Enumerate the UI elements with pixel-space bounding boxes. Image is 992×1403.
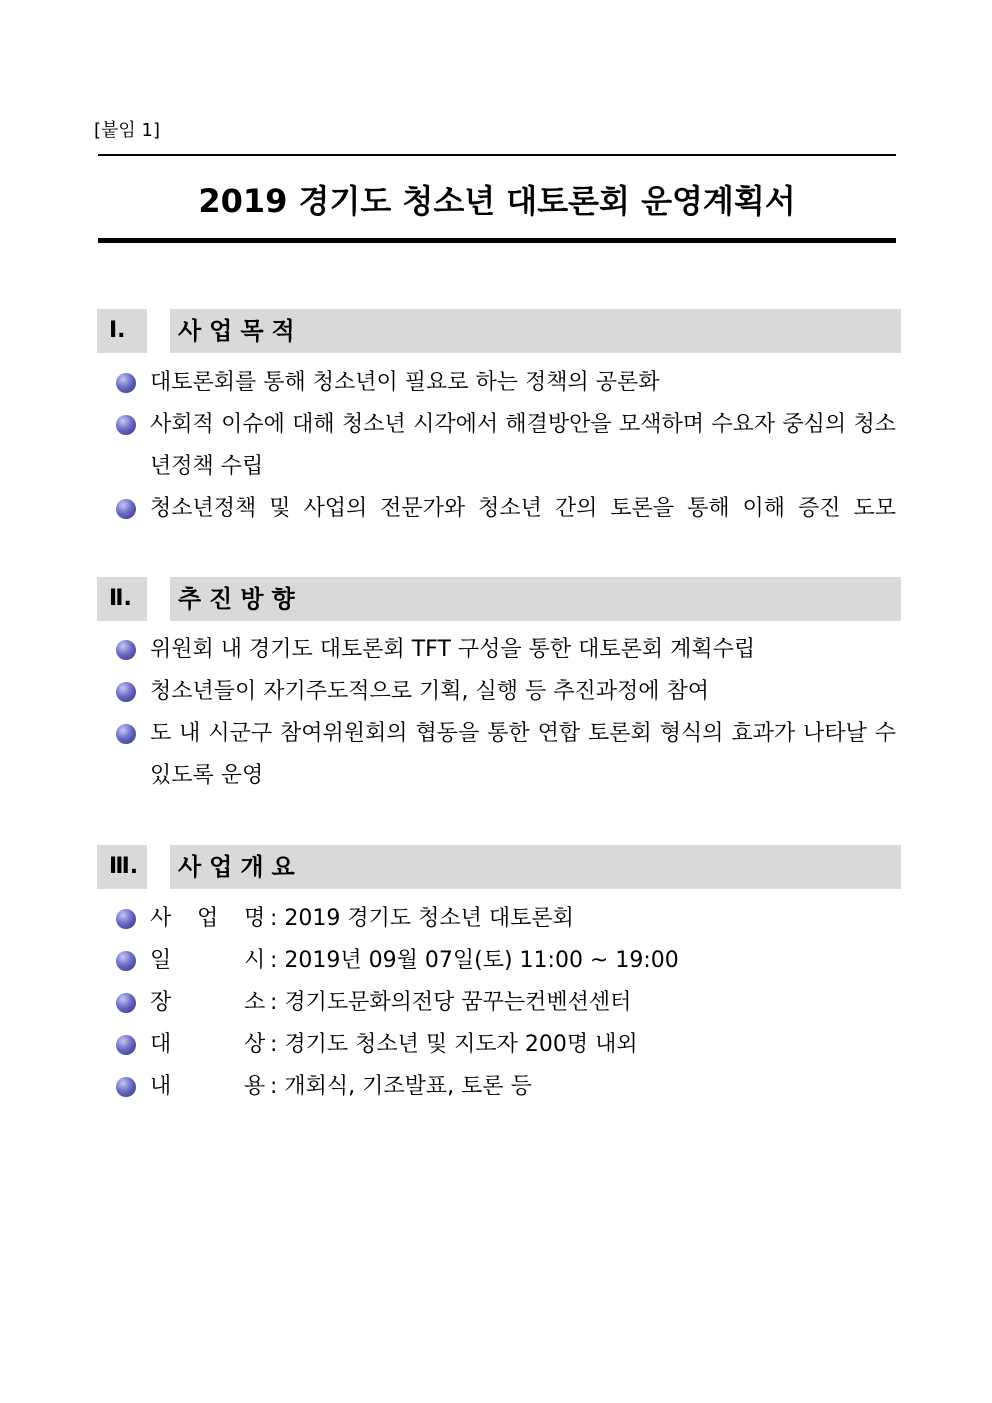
overview-label-char: 장 xyxy=(150,990,172,1015)
overview-label-char: 일 xyxy=(150,948,172,973)
section-1-header xyxy=(97,309,901,353)
overview-label xyxy=(150,1024,266,1066)
overview-value: : 2019 경기도 청소년 대토론회 xyxy=(270,906,574,931)
bullet-icon xyxy=(116,951,136,971)
bullet-icon xyxy=(116,373,136,393)
list-item xyxy=(116,404,896,488)
list-item xyxy=(116,488,896,530)
list-item xyxy=(116,713,896,797)
overview-value: : 경기도문화의전당 꿈꾸는컨벤션센터 xyxy=(270,990,632,1015)
overview-label-char: 소 xyxy=(244,990,266,1015)
list-item-text: 위원회 내 경기도 대토론회 TFT 구성을 통한 대토론회 계획수립 xyxy=(150,637,756,662)
list-item xyxy=(116,362,896,404)
document-title: 2019 경기도 청소년 대토론회 운영계획서 xyxy=(198,182,796,220)
bullet-icon xyxy=(116,1077,136,1097)
section-1-title: 사업목적 xyxy=(170,309,901,353)
overview-label-char: 용 xyxy=(244,1074,266,1099)
bullet-icon xyxy=(116,640,136,660)
list-item-text: 청소년들이 자기주도적으로 기획, 실행 등 추진과정에 참여 xyxy=(150,679,710,704)
overview-label xyxy=(150,982,266,1024)
overview-label xyxy=(150,940,266,982)
overview-label-char: 대 xyxy=(150,1032,172,1057)
title-divider xyxy=(98,238,896,243)
attachment-label: [붙임 1] xyxy=(94,120,160,141)
bullet-icon xyxy=(116,682,136,702)
list-item xyxy=(116,671,896,713)
section-3-header xyxy=(97,845,901,889)
overview-value: : 경기도 청소년 및 지도자 200명 내외 xyxy=(270,1032,638,1057)
section-2-title: 추진방향 xyxy=(170,577,901,621)
bullet-icon xyxy=(116,415,136,435)
list-item-text: 사회적 이슈에 대해 청소년 시각에서 해결방안을 모색하며 수요자 중심의 청소년정책 수립 xyxy=(150,412,896,479)
overview-row xyxy=(116,1024,896,1066)
list-item xyxy=(116,629,896,671)
overview-label-char: 시 xyxy=(244,948,266,973)
overview-label xyxy=(150,898,266,940)
section-2-header xyxy=(97,577,901,621)
overview-label-char: 내 xyxy=(150,1074,172,1099)
top-divider xyxy=(98,154,896,156)
list-item-text: 청소년정책 및 사업의 전문가와 청소년 간의 토론을 통해 이해 증진 도모 xyxy=(150,496,896,521)
bullet-icon xyxy=(116,993,136,1013)
overview-row xyxy=(116,982,896,1024)
section-3-title: 사업개요 xyxy=(170,845,901,889)
overview-value: : 2019년 09월 07일(토) 11:00 ~ 19:00 xyxy=(270,948,679,973)
overview-row xyxy=(116,1066,896,1108)
overview-label-char: 상 xyxy=(244,1032,266,1057)
section-3-number: Ⅲ. xyxy=(97,845,147,889)
overview-label-char: 명 xyxy=(244,906,266,931)
overview-label-char: 사 xyxy=(150,906,172,931)
overview-value: : 개회식, 기조발표, 토론 등 xyxy=(270,1074,532,1099)
section-2-number: Ⅱ. xyxy=(97,577,147,621)
overview-label xyxy=(150,1066,266,1108)
list-item-text: 대토론회를 통해 청소년이 필요로 하는 정책의 공론화 xyxy=(150,370,660,395)
overview-row xyxy=(116,898,896,940)
bullet-icon xyxy=(116,909,136,929)
bullet-icon xyxy=(116,499,136,519)
list-item-text: 도 내 시군구 참여위원회의 협동을 통한 연합 토론회 형식의 효과가 나타날 수 있도록 운영 xyxy=(150,721,896,788)
bullet-icon xyxy=(116,1035,136,1055)
overview-row xyxy=(116,940,896,982)
overview-label-char: 업 xyxy=(197,906,219,931)
bullet-icon xyxy=(116,724,136,744)
section-1-number: Ⅰ. xyxy=(97,309,147,353)
